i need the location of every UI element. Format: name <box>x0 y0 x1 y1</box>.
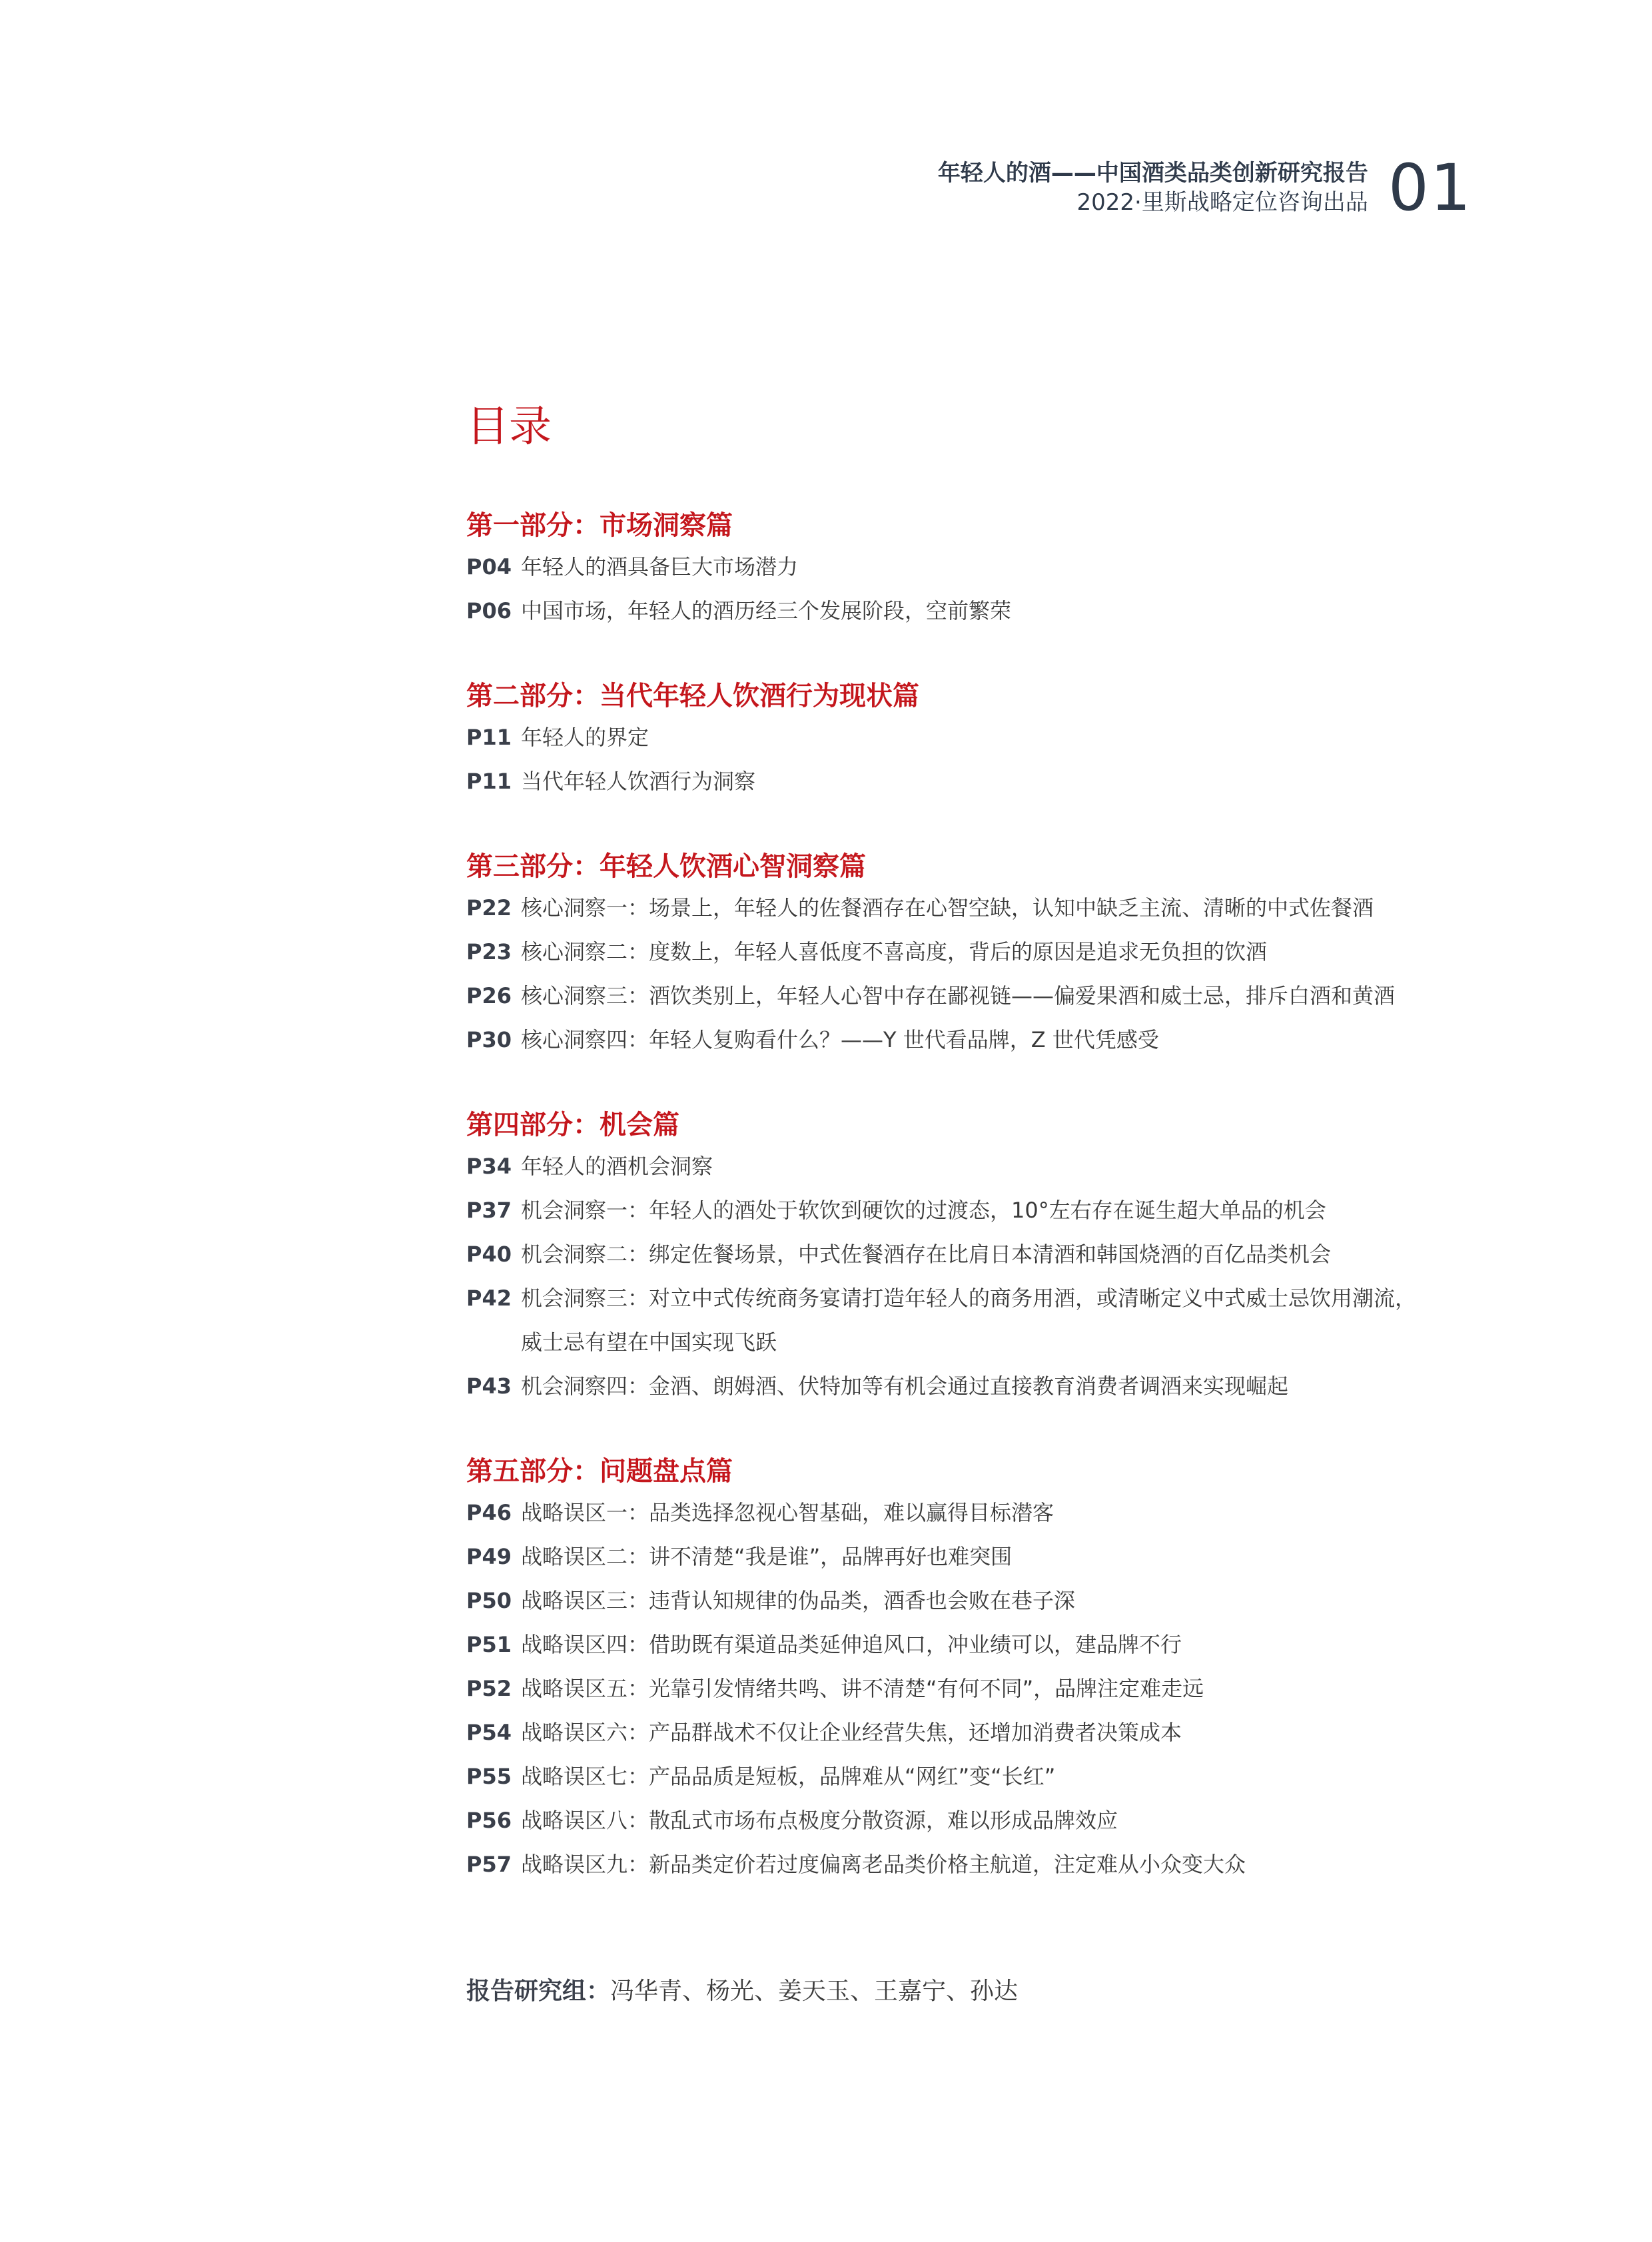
header-text <box>938 159 1368 217</box>
toc-page-ref: P55 <box>466 1764 512 1789</box>
toc-entry-text: 中国市场，年轻人的酒历经三个发展阶段，空前繁荣 <box>521 598 1012 623</box>
toc-entry-text: 战略误区四：借助既有渠道品类延伸追风口，冲业绩可以，建品牌不行 <box>521 1632 1182 1657</box>
section-title: 第一部分：市场洞察篇 <box>466 510 733 541</box>
research-team-label: 报告研究组： <box>466 1978 611 2005</box>
toc-entry <box>466 1842 1505 1886</box>
toc-entry <box>466 589 1505 633</box>
toc-page-ref: P34 <box>466 1154 512 1179</box>
toc-entry <box>466 1188 1505 1232</box>
toc-page-ref: P06 <box>466 598 512 623</box>
toc-page-ref: P50 <box>466 1588 512 1613</box>
toc-section <box>466 1106 1505 1408</box>
toc-entry-text: 战略误区三：违背认知规律的伪品类，酒香也会败在巷子深 <box>521 1588 1076 1613</box>
toc-section <box>466 506 1505 633</box>
toc-entry <box>466 1018 1505 1062</box>
toc-page-ref: P26 <box>466 983 512 1008</box>
toc-entry-text: 战略误区二：讲不清楚“我是谁”，品牌再好也难突围 <box>521 1544 1013 1569</box>
research-team-names: 冯华青、杨光、姜天玉、王嘉宁、孙达 <box>610 1978 1019 2005</box>
toc-page-ref: P11 <box>466 769 512 794</box>
toc-entry-text: 核心洞察三：酒饮类别上，年轻人心智中存在鄙视链——偏爱果酒和威士忌，排斥白酒和黄酒 <box>521 983 1396 1008</box>
toc-section <box>466 1452 1505 1886</box>
toc-entry-text: 核心洞察二：度数上，年轻人喜低度不喜高度，背后的原因是追求无负担的饮酒 <box>521 939 1268 964</box>
section-title: 第三部分：年轻人饮酒心智洞察篇 <box>466 851 866 882</box>
toc-entry <box>466 1144 1505 1188</box>
toc-entry <box>466 886 1505 930</box>
toc-section <box>466 677 1505 803</box>
toc-entry <box>466 715 1505 759</box>
toc-page-ref: P30 <box>466 1027 512 1052</box>
toc-entry <box>466 1667 1505 1710</box>
toc-entry-text: 年轻人的酒具备巨大市场潜力 <box>521 554 799 579</box>
toc-entry <box>466 1491 1505 1535</box>
toc-page-ref: P23 <box>466 939 512 964</box>
section-title: 第五部分：问题盘点篇 <box>466 1456 733 1487</box>
toc-page-ref: P40 <box>466 1242 512 1267</box>
toc-entry-text: 当代年轻人饮酒行为洞察 <box>521 769 756 794</box>
toc-entry <box>466 1710 1505 1754</box>
toc-title: 目录 <box>466 402 552 452</box>
page-number: 01 <box>1388 151 1472 225</box>
toc-page-ref: P22 <box>466 895 512 921</box>
toc-page-ref: P57 <box>466 1852 512 1877</box>
section-title: 第四部分：机会篇 <box>466 1110 679 1140</box>
toc-entry-text: 机会洞察二：绑定佐餐场景，中式佐餐酒存在比肩日本清酒和韩国烧酒的百亿品类机会 <box>521 1242 1332 1267</box>
toc-page-ref: P37 <box>466 1198 512 1223</box>
toc-page-ref: P52 <box>466 1676 512 1701</box>
toc-entry-text: 机会洞察一：年轻人的酒处于软饮到硬饮的过渡态，10°左右存在诞生超大单品的机会 <box>521 1198 1326 1223</box>
table-of-contents <box>466 506 1505 1930</box>
toc-page-ref: P04 <box>466 554 512 579</box>
toc-page-ref: P49 <box>466 1544 512 1569</box>
toc-page-ref: P56 <box>466 1808 512 1833</box>
report-title: 年轻人的酒——中国酒类品类创新研究报告 <box>937 160 1368 187</box>
toc-entry-text: 战略误区一：品类选择忽视心智基础，难以赢得目标潜客 <box>521 1500 1054 1525</box>
research-team <box>466 1972 1018 2012</box>
toc-entry <box>466 974 1505 1018</box>
toc-page-ref <box>466 1320 521 1364</box>
toc-entry <box>466 1276 1505 1320</box>
toc-entry <box>466 1798 1505 1842</box>
toc-entry <box>466 930 1505 974</box>
toc-page-ref: P54 <box>466 1720 512 1745</box>
toc-section <box>466 847 1505 1062</box>
toc-page-ref: P11 <box>466 725 512 750</box>
toc-entry <box>466 1320 1505 1364</box>
toc-entry <box>466 759 1505 803</box>
toc-entry-text: 机会洞察三：对立中式传统商务宴请打造年轻人的商务用酒，或清晰定义中式威士忌饮用潮流， <box>521 1286 1417 1311</box>
toc-entry <box>466 1579 1505 1623</box>
toc-entry <box>466 1232 1505 1276</box>
toc-entry <box>466 1364 1505 1408</box>
toc-entry-text: 威士忌有望在中国实现飞跃 <box>521 1329 777 1355</box>
toc-page-ref: P42 <box>466 1286 512 1311</box>
toc-page-ref: P46 <box>466 1500 512 1525</box>
toc-entry-text: 机会洞察四：金酒、朗姆酒、伏特加等有机会通过直接教育消费者调酒来实现崛起 <box>521 1373 1289 1399</box>
toc-entry <box>466 1623 1505 1667</box>
toc-entry-text: 核心洞察四：年轻人复购看什么？——Y 世代看品牌，Z 世代凭感受 <box>521 1027 1159 1052</box>
toc-entry-text: 战略误区七：产品品质是短板，品牌难从“网红”变“长红” <box>521 1764 1056 1789</box>
toc-entry-text: 年轻人的酒机会洞察 <box>521 1154 713 1179</box>
section-title: 第二部分：当代年轻人饮酒行为现状篇 <box>466 681 919 711</box>
toc-entry-text: 核心洞察一：场景上，年轻人的佐餐酒存在心智空缺，认知中缺乏主流、清晰的中式佐餐酒 <box>521 895 1374 921</box>
toc-entry-text: 战略误区八：散乱式市场布点极度分散资源，难以形成品牌效应 <box>521 1808 1118 1833</box>
toc-entry-text: 战略误区六：产品群战术不仅让企业经营失焦，还增加消费者决策成本 <box>521 1720 1182 1745</box>
toc-entry <box>466 545 1505 589</box>
toc-entry-text: 战略误区五：光靠引发情绪共鸣、讲不清楚“有何不同”，品牌注定难走远 <box>521 1676 1204 1701</box>
toc-entry-text: 战略误区九：新品类定价若过度偏离老品类价格主航道，注定难从小众变大众 <box>521 1852 1246 1877</box>
report-subtitle: 2022·里斯战略定位咨询出品 <box>1076 189 1368 216</box>
toc-entry <box>466 1754 1505 1798</box>
toc-page-ref: P43 <box>466 1373 512 1399</box>
toc-page-ref: P51 <box>466 1632 512 1657</box>
toc-entry-text: 年轻人的界定 <box>521 725 649 750</box>
toc-entry <box>466 1535 1505 1579</box>
page-header <box>937 151 1472 225</box>
